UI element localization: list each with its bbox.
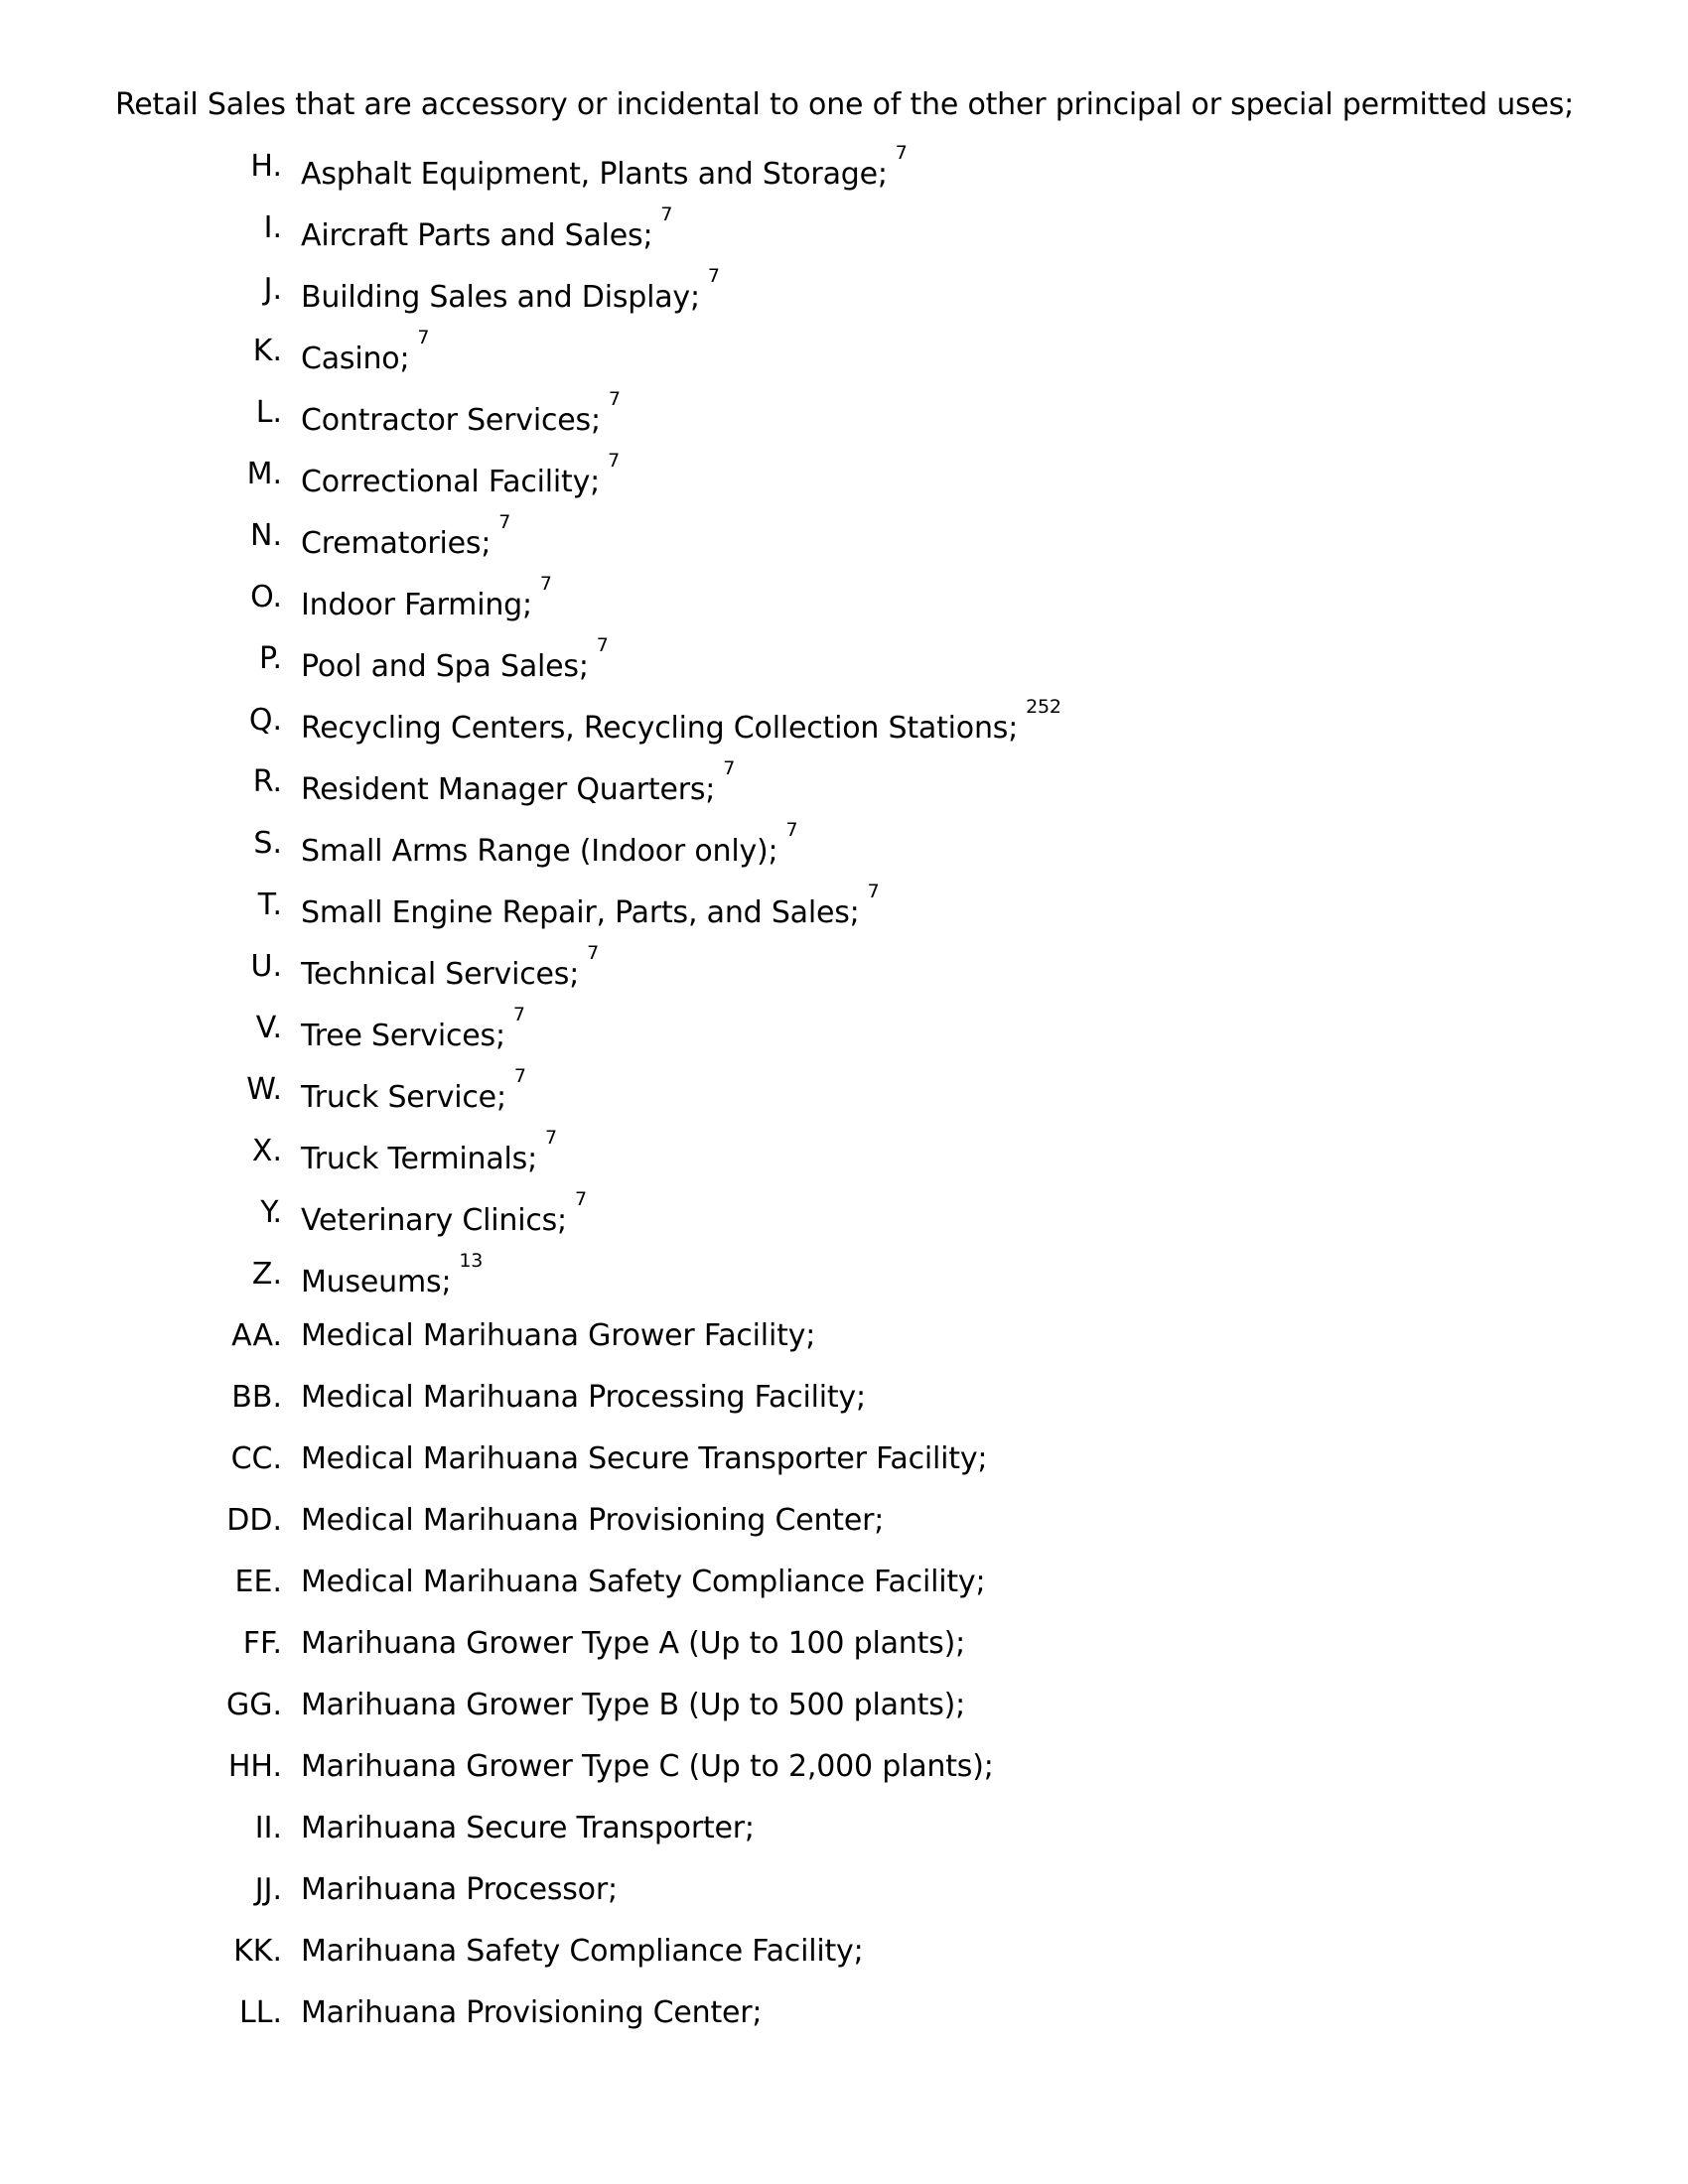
- list-item-marker: S.: [253, 826, 282, 861]
- list-item-label: Medical Marihuana Grower Facility;: [301, 1318, 816, 1353]
- list-item-marker: J.: [263, 272, 282, 307]
- list-item-text: [301, 1065, 526, 1118]
- list-item-label: Marihuana Grower Type C (Up to 2,000 plants);: [301, 1749, 994, 1784]
- footnote-reference: 7: [608, 450, 620, 472]
- list-item-marker: BB.: [231, 1380, 282, 1415]
- list-item: [0, 1250, 1688, 1316]
- footnote-reference: 7: [512, 1004, 525, 1025]
- list-item-marker: JJ.: [254, 1872, 282, 1907]
- list-item-marker: KK.: [233, 1934, 282, 1969]
- list-item-marker: X.: [251, 1134, 282, 1168]
- list-item-text: [301, 450, 620, 502]
- list-item: [0, 1993, 1688, 2055]
- list-item-text: [301, 634, 609, 687]
- footnote-reference: 7: [596, 634, 609, 656]
- list-item: [0, 1378, 1688, 1439]
- list-item-label: Aircraft Parts and Sales;: [301, 218, 653, 253]
- list-item-marker: O.: [250, 580, 282, 614]
- footnote-reference: 7: [417, 327, 430, 348]
- list-item: [0, 1747, 1688, 1809]
- list-item-marker: II.: [254, 1811, 282, 1845]
- list-item-text: [301, 1809, 755, 1848]
- list-item-label: Technical Services;: [301, 957, 580, 992]
- list-item-label: Veterinary Clinics;: [301, 1203, 567, 1238]
- footnote-reference: 7: [785, 819, 798, 841]
- list-item-label: Tree Services;: [301, 1019, 505, 1053]
- list-item-label: Marihuana Provisioning Center;: [301, 1995, 763, 2030]
- list-item: [0, 1686, 1688, 1747]
- list-item: [0, 1065, 1688, 1132]
- list-item-marker: R.: [252, 764, 282, 799]
- list-item-text: [301, 1501, 884, 1541]
- list-item-label: Truck Terminals;: [301, 1142, 537, 1176]
- list-item: [0, 1870, 1688, 1932]
- list-item-text: [301, 1747, 994, 1787]
- list-item-label: Museums;: [301, 1265, 452, 1299]
- list-item-text: [301, 1993, 762, 2033]
- intro-paragraph: Retail Sales that are accessory or incidental to one of the other principal or special permitted uses;: [115, 87, 1575, 122]
- list-item-marker: AA.: [231, 1318, 282, 1353]
- list-item-marker: DD.: [226, 1503, 282, 1538]
- list-item-marker: LL.: [239, 1995, 282, 2030]
- list-item-marker: FF.: [242, 1626, 282, 1661]
- list-item-label: Crematories;: [301, 526, 492, 561]
- list-item: [0, 327, 1688, 393]
- list-item-marker: L.: [255, 395, 282, 430]
- list-item: [0, 265, 1688, 332]
- list-item-label: Small Engine Repair, Parts, and Sales;: [301, 895, 860, 930]
- list-item-text: [301, 1686, 965, 1725]
- list-item-text: [301, 204, 673, 256]
- list-item-label: Recycling Centers, Recycling Collection Stations;: [301, 711, 1019, 746]
- footnote-reference: 252: [1026, 696, 1061, 718]
- list-item-marker: Y.: [260, 1195, 282, 1230]
- list-item-label: Correctional Facility;: [301, 465, 601, 499]
- list-item-marker: V.: [255, 1011, 282, 1045]
- list-item-text: [301, 1127, 557, 1179]
- list-item: [0, 388, 1688, 455]
- list-item-label: Marihuana Safety Compliance Facility;: [301, 1934, 864, 1969]
- list-item-text: [301, 1439, 987, 1479]
- list-item: [0, 1501, 1688, 1563]
- list-item: [0, 1563, 1688, 1624]
- list-item-marker: H.: [250, 149, 282, 184]
- footnote-reference: 7: [867, 881, 880, 902]
- list-item-label: Marihuana Grower Type A (Up to 100 plants);: [301, 1626, 965, 1661]
- list-item-marker: U.: [250, 949, 282, 984]
- list-item-label: Marihuana Secure Transporter;: [301, 1811, 755, 1845]
- footnote-reference: 7: [574, 1188, 587, 1210]
- list-item-label: Marihuana Grower Type B (Up to 500 plants);: [301, 1688, 966, 1722]
- list-item: [0, 1439, 1688, 1501]
- list-item-label: Medical Marihuana Provisioning Center;: [301, 1503, 885, 1538]
- list-item-label: Resident Manager Quarters;: [301, 772, 716, 807]
- footnote-reference: 7: [539, 573, 552, 595]
- list-item-marker: I.: [263, 210, 282, 245]
- list-item: [0, 819, 1688, 886]
- list-item: [0, 942, 1688, 1009]
- list-item: [0, 204, 1688, 270]
- list-item: [0, 1809, 1688, 1870]
- list-item-text: [301, 942, 599, 995]
- list-item-label: Indoor Farming;: [301, 588, 532, 622]
- list-item-text: [301, 1870, 618, 1910]
- footnote-reference: 7: [707, 265, 720, 287]
- list-item-label: Small Arms Range (Indoor only);: [301, 834, 778, 869]
- list-item: [0, 1932, 1688, 1993]
- list-item-text: [301, 1004, 525, 1056]
- footnote-reference: 7: [723, 757, 736, 779]
- footnote-reference: 7: [608, 388, 621, 410]
- list-item-marker: M.: [246, 457, 282, 491]
- footnote-reference: 7: [545, 1127, 557, 1149]
- list-item-label: Contractor Services;: [301, 403, 601, 438]
- list-item-marker: K.: [252, 334, 282, 368]
- list-item: [0, 573, 1688, 639]
- list-item-text: [301, 1188, 587, 1241]
- list-item-text: [301, 757, 736, 810]
- list-item: [0, 1004, 1688, 1070]
- list-item-label: Medical Marihuana Safety Compliance Facility;: [301, 1565, 986, 1599]
- list-item-marker: P.: [259, 641, 282, 676]
- footnote-reference: 7: [895, 142, 908, 164]
- footnote-reference: 7: [587, 942, 599, 964]
- list-item-text: [301, 327, 430, 379]
- list-item: [0, 634, 1688, 701]
- list-item-text: [301, 388, 621, 441]
- list-item-label: Building Sales and Display;: [301, 280, 700, 315]
- list-item: [0, 757, 1688, 824]
- list-item-text: [301, 1250, 484, 1302]
- list-item-label: Marihuana Processor;: [301, 1872, 618, 1907]
- list-item-marker: Z.: [251, 1257, 282, 1292]
- list-item-marker: HH.: [227, 1749, 282, 1784]
- list-item-marker: Q.: [248, 703, 282, 738]
- list-item-marker: N.: [250, 518, 282, 553]
- footnote-reference: 13: [459, 1250, 484, 1272]
- list-item-marker: T.: [257, 887, 282, 922]
- list-item: [0, 881, 1688, 947]
- list-item-label: Casino;: [301, 341, 410, 376]
- list-item-label: Medical Marihuana Processing Facility;: [301, 1380, 866, 1415]
- list-item-marker: EE.: [234, 1565, 282, 1599]
- list-item: [0, 142, 1688, 208]
- list-item: [0, 1127, 1688, 1193]
- list-item-label: Medical Marihuana Secure Transporter Facility;: [301, 1441, 988, 1476]
- list-item-label: Pool and Spa Sales;: [301, 649, 589, 684]
- permitted-uses-list: [0, 142, 1688, 2055]
- footnote-reference: 7: [660, 204, 673, 225]
- list-item-text: [301, 696, 1061, 749]
- list-item: [0, 1188, 1688, 1255]
- list-item: [0, 1624, 1688, 1686]
- list-item: [0, 696, 1688, 762]
- list-item-label: Asphalt Equipment, Plants and Storage;: [301, 157, 888, 192]
- footnote-reference: 7: [513, 1065, 526, 1087]
- list-item-text: [301, 1932, 864, 1972]
- list-item-text: [301, 881, 880, 933]
- list-item-text: [301, 1316, 815, 1356]
- footnote-reference: 7: [498, 511, 511, 533]
- list-item-text: [301, 1378, 866, 1418]
- list-item-text: [301, 573, 552, 625]
- list-item-marker: CC.: [230, 1441, 282, 1476]
- list-item: [0, 1316, 1688, 1378]
- list-item-text: [301, 511, 511, 564]
- list-item-marker: W.: [246, 1072, 282, 1107]
- list-item-text: [301, 1563, 985, 1602]
- list-item-text: [301, 819, 798, 872]
- list-item: [0, 450, 1688, 516]
- list-item-marker: GG.: [225, 1688, 282, 1722]
- list-item-text: [301, 1624, 965, 1664]
- list-item-text: [301, 265, 720, 318]
- list-item-text: [301, 142, 908, 195]
- list-item-label: Truck Service;: [301, 1080, 506, 1115]
- list-item: [0, 511, 1688, 578]
